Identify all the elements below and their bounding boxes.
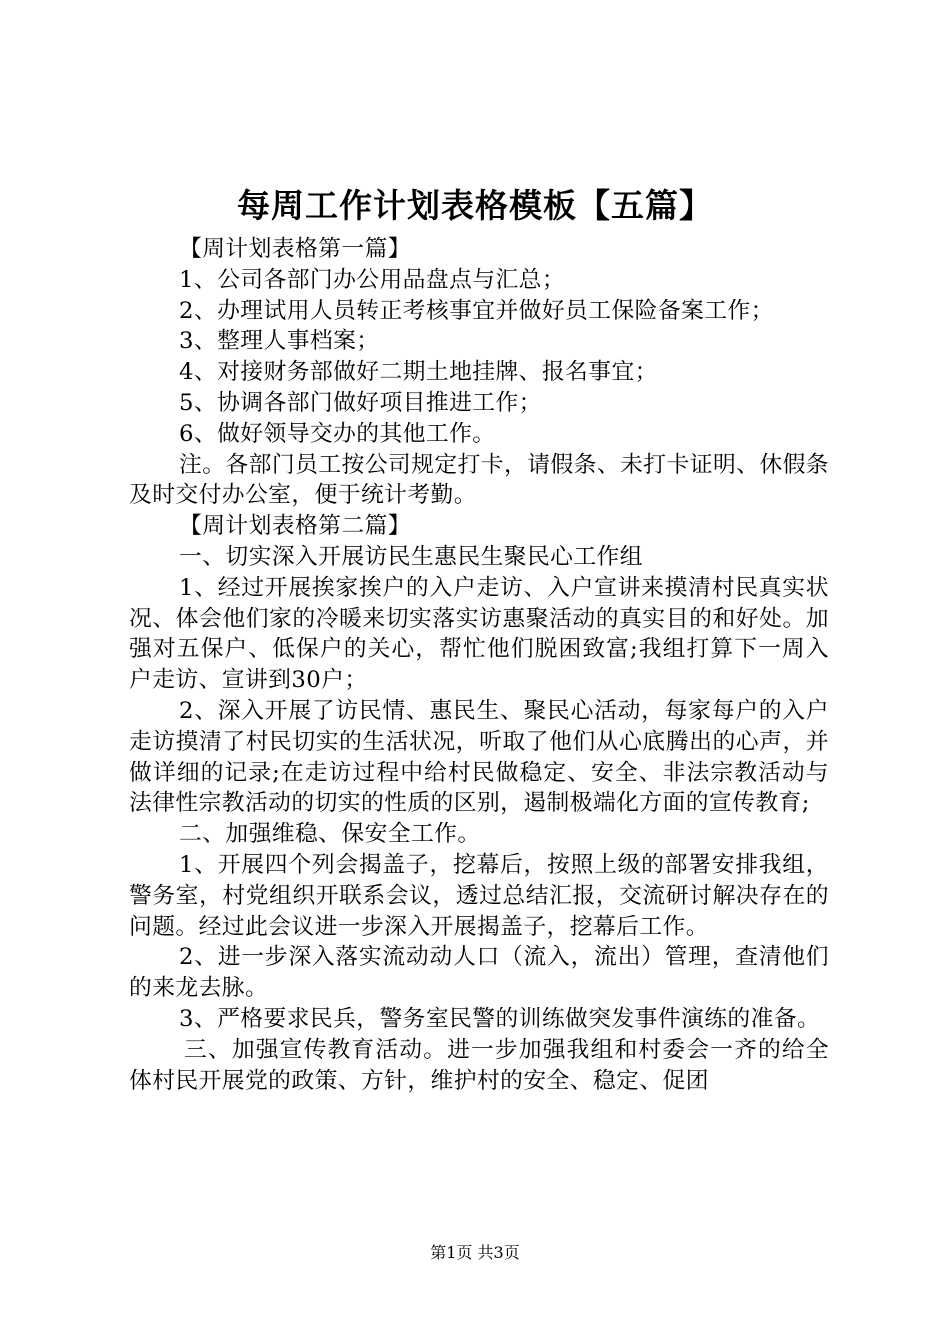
page-footer: 第1页 共3页 <box>430 1243 520 1262</box>
body-paragraph: 1、经过开展挨家挨户的入户走访、入户宣讲来摸清村民真实状况、体会他们家的冷暖来切实落实访惠聚活动的真实目的和好处。加强对五保户、低保户的关心，帮忙他们脱困致富;我组打算下一周入户走访、宣讲到30户； <box>129 574 829 694</box>
subsection-heading-2: 二、加强维稳、保安全工作。 <box>179 821 481 848</box>
note-paragraph: 注。各部门员工按公司规定打卡，请假条、未打卡证明、休假条及时交付办公室，便于统计考勤。 <box>129 451 829 509</box>
list-item-3: 3、整理人事档案； <box>179 328 380 355</box>
list-item-5: 5、协调各部门做好项目推进工作； <box>179 389 542 416</box>
body-paragraph: 2、深入开展了访民情、惠民生、聚民心活动，每家每户的入户走访摸清了村民切实的生活状况，听取了他们从心底腾出的心声，并做详细的记录;在走访过程中给村民做稳定、安全、非法宗教活动与法律性宗教活动的切实的性质的区别，遏制极端化方面的宣传教育; <box>129 697 829 817</box>
list-item-6: 6、做好领导交办的其他工作。 <box>179 420 496 447</box>
document-title: 每周工作计划表格模板【五篇】 <box>237 186 713 225</box>
list-item-4: 4、对接财务部做好二期土地挂牌、报名事宜； <box>179 359 658 386</box>
section-heading-2: 【周计划表格第二篇】 <box>179 513 411 540</box>
body-paragraph: 3、严格要求民兵，警务室民警的训练做突发事件演练的准备。 <box>179 1005 821 1032</box>
document-body <box>129 234 829 1096</box>
list-item-1: 1、公司各部门办公用品盘点与汇总； <box>179 266 566 293</box>
section-heading-1: 【周计划表格第一篇】 <box>179 236 411 262</box>
subsection-heading-1: 一、切实深入开展访民生惠民生聚民心工作组 <box>179 543 643 570</box>
body-paragraph: 1、开展四个列会揭盖子，挖幕后，按照上级的部署安排我组，警务室，村党组织开联系会议，透过总结汇报，交流研讨解决存在的问题。经过此会议进一步深入开展揭盖子，挖幕后工作。 <box>129 851 829 940</box>
body-paragraph: 2、进一步深入落实流动动人口（流入，流出）管理，查清他们的来龙去脉。 <box>129 944 829 1002</box>
list-item-2: 2、办理试用人员转正考核事宜并做好员工保险备案工作； <box>179 297 774 324</box>
body-paragraph: 三、加强宣传教育活动。进一步加强我组和村委会一齐的给全体村民开展党的政策、方针，维护村的安全、稳定、促团 <box>129 1036 829 1094</box>
